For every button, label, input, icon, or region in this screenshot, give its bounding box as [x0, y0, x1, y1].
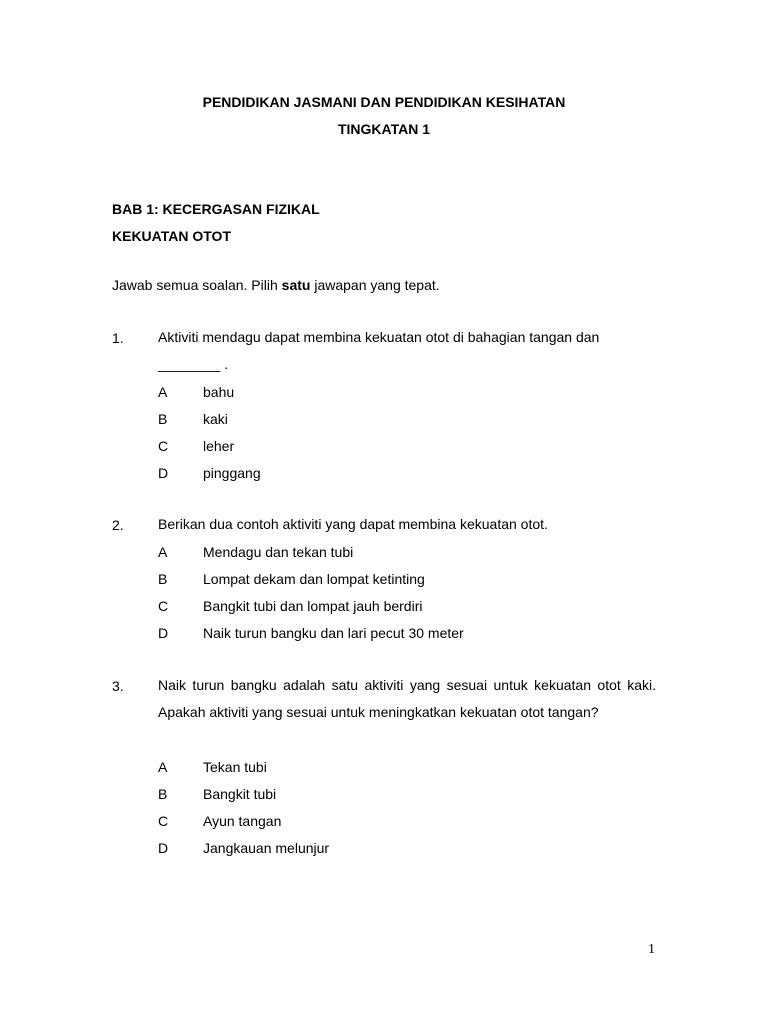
- option-letter: B: [158, 411, 168, 427]
- option-letter: D: [158, 840, 169, 856]
- option-letter: A: [158, 384, 168, 400]
- question-number: 1.: [112, 330, 124, 346]
- question-number: 2.: [112, 517, 124, 533]
- option-letter: D: [158, 625, 169, 641]
- option-text: kaki: [203, 411, 228, 427]
- option-letter: B: [158, 571, 168, 587]
- option-letter: D: [158, 465, 169, 481]
- question-text: [158, 324, 656, 378]
- option-letter: C: [158, 813, 169, 829]
- option-text: Ayun tangan: [203, 813, 282, 829]
- instruction-text-end: jawapan yang tepat.: [310, 277, 440, 293]
- option-text: Lompat dekam dan lompat ketinting: [203, 571, 425, 587]
- option-text: Bangkit tubi dan lompat jauh berdiri: [203, 598, 423, 614]
- instruction-emphasis: satu: [281, 277, 311, 293]
- option-text: Jangkauan melunjur: [203, 840, 330, 856]
- option-text: Mendagu dan tekan tubi: [203, 544, 354, 560]
- question-text-line: ________ .: [158, 356, 229, 372]
- instruction-text: Jawab semua soalan. Pilih: [112, 277, 282, 293]
- option-text: Bangkit tubi: [203, 786, 277, 802]
- topic-heading: KEKUATAN OTOT: [112, 228, 231, 244]
- option-text: Naik turun bangku dan lari pecut 30 meter: [203, 625, 464, 641]
- instructions: [112, 277, 440, 293]
- question-text-line: Aktiviti mendagu dapat membina kekuatan otot di bahagian tangan dan: [158, 329, 600, 345]
- page-number: 1: [648, 942, 655, 957]
- option-text: pinggang: [203, 465, 261, 481]
- document-title: PENDIDIKAN JASMANI DAN PENDIDIKAN KESIHATAN: [202, 94, 566, 110]
- document-subtitle: TINGKATAN 1: [337, 121, 431, 137]
- option-letter: A: [158, 544, 168, 560]
- option-letter: A: [158, 759, 168, 775]
- option-text: leher: [203, 438, 235, 454]
- question-text: Naik turun bangku adalah satu aktiviti yang sesuai untuk kekuatan otot kaki. Apakah aktiviti yang sesuai untuk meningkatkan kekuatan otot tangan?: [158, 677, 656, 720]
- option-text: Tekan tubi: [203, 759, 267, 775]
- option-letter: C: [158, 438, 169, 454]
- question-number: 3.: [112, 678, 124, 694]
- option-letter: C: [158, 598, 169, 614]
- question-text: Berikan dua contoh aktiviti yang dapat membina kekuatan otot.: [158, 516, 548, 532]
- option-text: bahu: [203, 384, 235, 400]
- option-letter: B: [158, 786, 168, 802]
- chapter-heading: BAB 1: KECERGASAN FIZIKAL: [112, 201, 320, 217]
